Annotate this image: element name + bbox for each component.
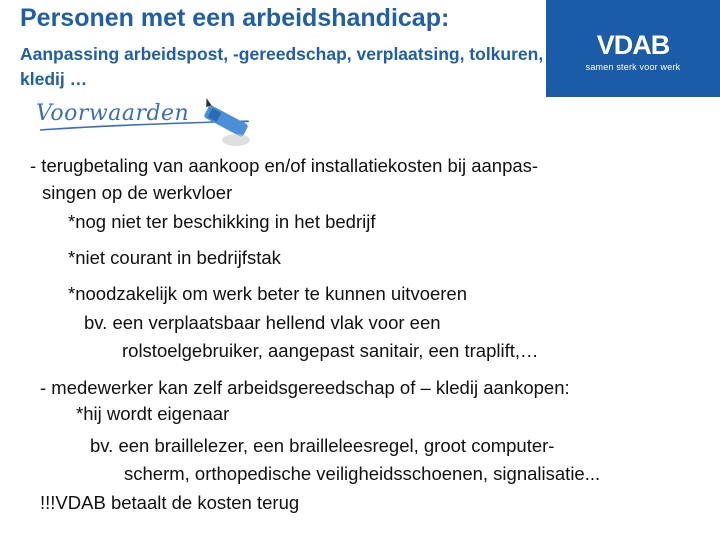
text-line: bv. een verplaatsbaar hellend vlak voor een [84,312,441,333]
vdab-logo [546,0,720,97]
text-line: scherm, orthopedische veiligheidsschoenen, signalisatie... [124,463,601,484]
text-line: *nog niet ter beschikking in het bedrijf [68,211,376,232]
text-line: rolstoelgebruiker, aangepast sanitair, een traplift,… [122,340,539,361]
logo-tagline: samen sterk voor werk [585,62,681,72]
text-line: *hij wordt eigenaar [76,403,230,424]
text-line: *noodzakelijk om werk beter te kunnen uitvoeren [68,283,468,304]
text-line: - medewerker kan zelf arbeidsgereedschap of – kledij aankopen: [40,377,570,398]
text-line: bv. een braillelezer, een brailleleesregel, groot computer- [90,435,555,456]
voorwaarden-graphic [36,96,256,148]
text-line: singen op de werkvloer [42,182,233,203]
voorwaarden-label: Voorwaarden [36,101,190,126]
logo-wordmark: VDAB [596,30,670,60]
text-line: - terugbetaling van aankoop en/of installatiekosten bij aanpas- [30,155,539,176]
pen-icon [36,96,256,148]
text-line: !!!VDAB betaalt de kosten terug [40,492,300,513]
text-line: *niet courant in bedrijfstak [68,247,281,268]
page-title: Personen met een arbeidshandicap: [20,4,450,32]
page-subtitle: Aanpassing arbeidspost, -gereedschap, verplaatsing, tolkuren, kledij … [20,44,544,89]
